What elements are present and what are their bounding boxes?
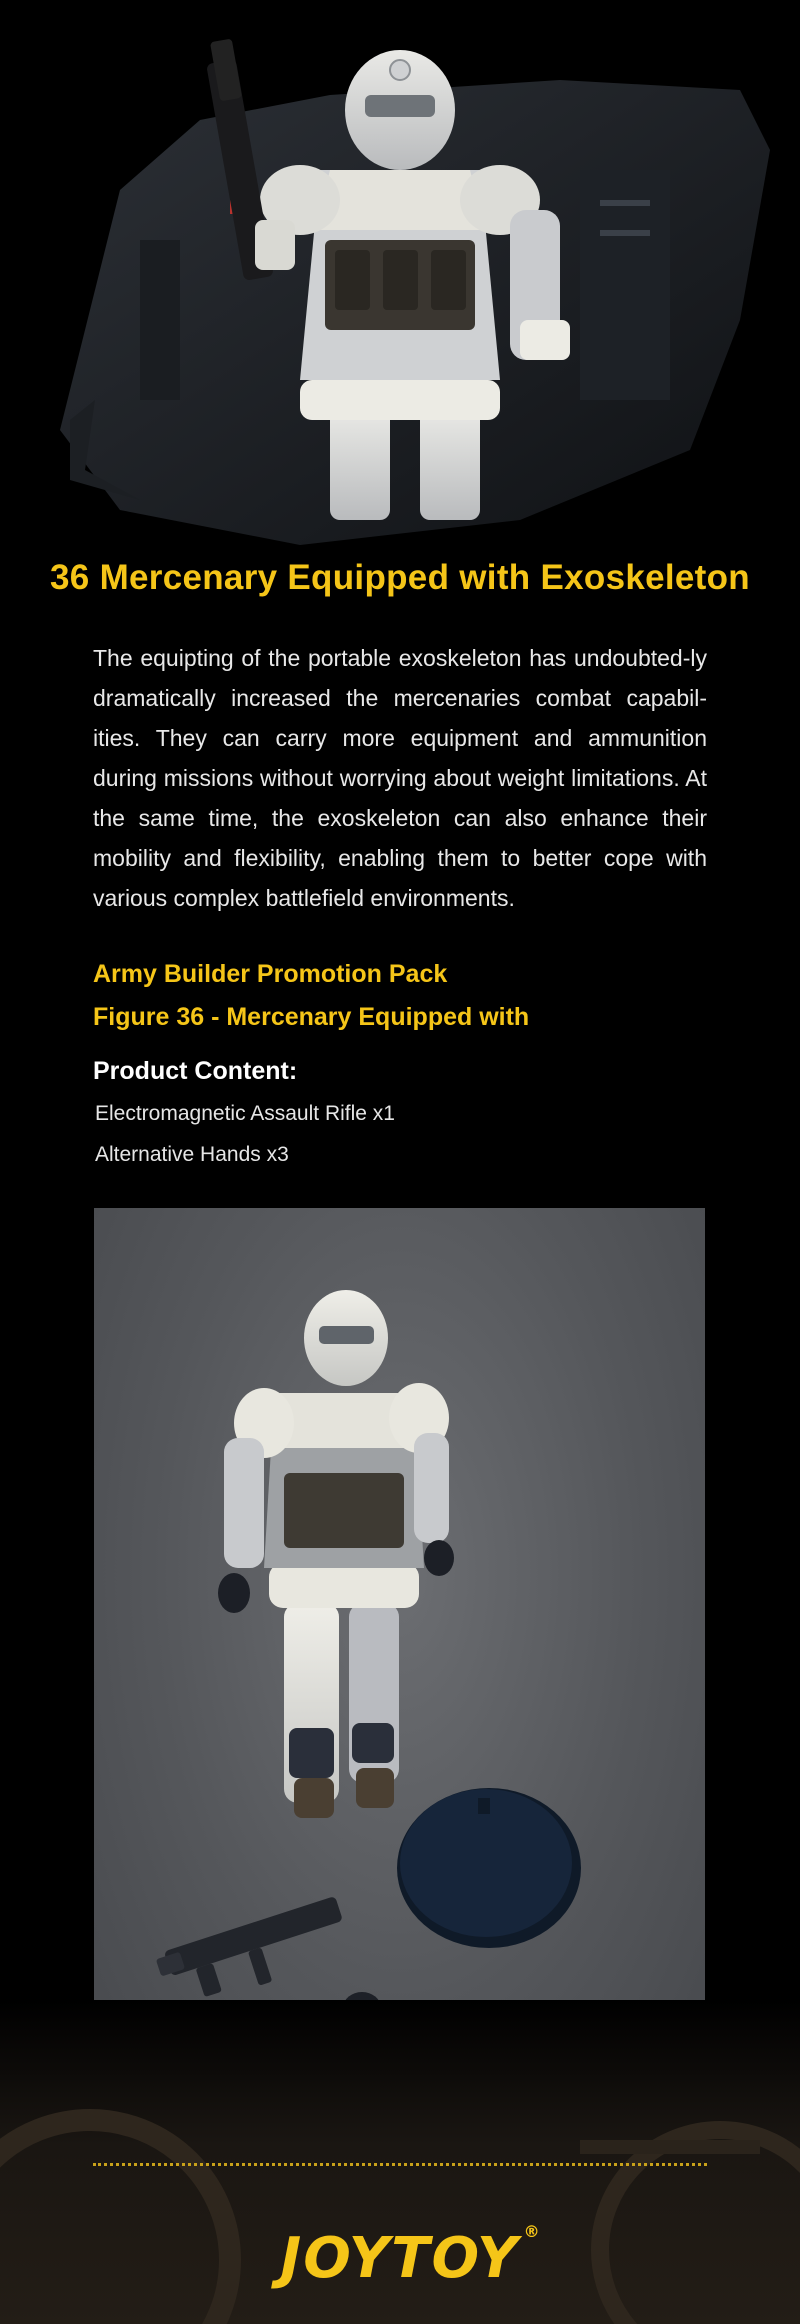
hero-banner: [0, 0, 800, 560]
registered-mark: ®: [523, 2222, 542, 2241]
product-content-heading: Product Content:: [93, 1057, 298, 1085]
product-description: The equipting of the portable exoskeleton has undoubted-ly dramatically increased the mercenaries combat capabil-ities. They can carry more equipment and ammunition during missions without worrying about weight limitations. At the same time, the exoskeleton can also enhance their mobility and flexibility, enabling them to better cope with various complex battlefield environments.: [93, 645, 707, 911]
content-item-rifle: Electromagnetic Assault Rifle x1: [95, 1102, 395, 1125]
product-photo: [94, 1208, 705, 2123]
figure-illustration: [94, 1208, 705, 2123]
promo-pack-label: Army Builder Promotion Pack: [93, 960, 448, 988]
content-item-hands: Alternative Hands x3: [95, 1143, 289, 1166]
page-title: 36 Mercenary Equipped with Exoskeleton: [50, 558, 750, 597]
hero-illustration: [0, 0, 800, 560]
dotted-divider: [93, 2163, 707, 2166]
figure-label: Figure 36 - Mercenary Equipped with: [93, 1003, 530, 1031]
brand-logo-text: JOYTOY: [280, 2226, 520, 2291]
brand-logo: [0, 2222, 800, 2291]
